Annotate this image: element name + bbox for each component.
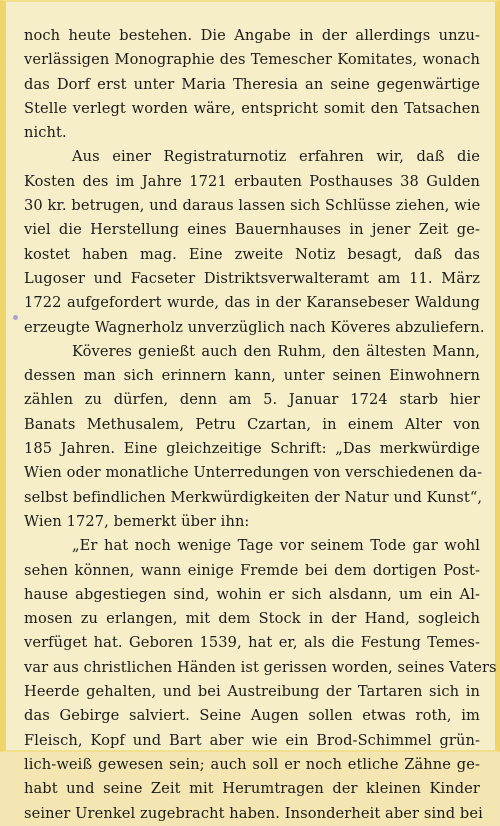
text-line: hause abgestiegen sind, wohin er sich alsdann, um ein Al- [24, 585, 480, 603]
text-line: Kosten des im Jahre 1721 erbauten Posthauses 38 Gulden [24, 172, 480, 190]
ink-spot [13, 315, 18, 320]
text-line: verlässigen Monographie des Temescher Komitates, wonach [24, 51, 480, 69]
text-line: Fleisch, Kopf und Bart aber wie ein Brod-Schimmel grün- [24, 731, 480, 749]
text-line: Banats Methusalem, Petru Czartan, in einem Alter von [24, 415, 480, 433]
text-line: Köveres genießt auch den Ruhm, den ältesten Mann, [72, 342, 480, 360]
text-line: das Dorf erst unter Maria Theresia an seine gegenwärtige [24, 75, 480, 93]
text-line: lich-weiß gewesen sein; auch soll er noch etliche Zähne ge- [24, 755, 480, 773]
text-line: Aus einer Registraturnotiz erfahren wir, daß die [72, 148, 480, 166]
text-line: var aus christlichen Händen ist gerissen worden, seines Vaters [24, 658, 497, 676]
text-line: Wien 1727, bemerkt über ihn: [24, 512, 250, 530]
text-line: Stelle verlegt worden wäre, entspricht somit den Tatsachen [24, 99, 480, 117]
text-line: 185 Jahren. Eine gleichzeitige Schrift: „Das merkwürdige [24, 440, 480, 458]
text-line: das Gebirge salviert. Seine Augen sollen etwas roth, im [24, 707, 480, 725]
text-line: nicht. [24, 124, 67, 142]
text-line: dessen man sich erinnern kann, unter seinen Einwohnern [24, 367, 480, 385]
document-text [24, 24, 497, 826]
text-line: habt und seine Zeit mit Herumtragen der kleinen Kinder [24, 780, 480, 798]
text-line: „Er hat noch wenige Tage vor seinem Tode gar wohl [72, 537, 480, 555]
text-line: seiner Urenkel zugebracht haben. Insonderheit aber sind bei [24, 804, 483, 822]
text-line: sehen können, wann einige Fremde bei dem dortigen Post- [24, 561, 480, 579]
text-line: Lugoser und Facseter Distriktsverwalteramt am 11. März [24, 269, 480, 287]
text-line: zählen zu dürfen, denn am 5. Januar 1724 starb hier [24, 391, 480, 409]
text-line: Heerde gehalten, und bei Austreibung der Tartaren sich in [24, 683, 480, 701]
text-line: kostet haben mag. Eine zweite Notiz besagt, daß das [24, 245, 480, 263]
text-line: 1722 aufgefordert wurde, das in der Karansebeser Waldung [24, 294, 480, 312]
text-line: erzeugte Wagnerholz unverzüglich nach Köveres abzuliefern. [24, 318, 485, 336]
text-line: verfüget hat. Geboren 1539, hat er, als die Festung Temes- [24, 634, 480, 652]
text-line: noch heute bestehen. Die Angabe in der allerdings unzu- [24, 27, 480, 44]
text-line: selbst befindlichen Merkwürdigkeiten der Natur und Kunst“, [24, 488, 483, 506]
text-line: mosen zu erlangen, mit dem Stock in der Hand, sogleich [24, 610, 480, 628]
text-line: viel die Herstellung eines Bauernhauses in jener Zeit ge- [24, 221, 480, 239]
text-line: Wien oder monatliche Unterredungen von verschiedenen da- [24, 464, 483, 482]
text-line: 30 kr. betrugen, und daraus lassen sich Schlüsse ziehen, wie [24, 197, 481, 215]
